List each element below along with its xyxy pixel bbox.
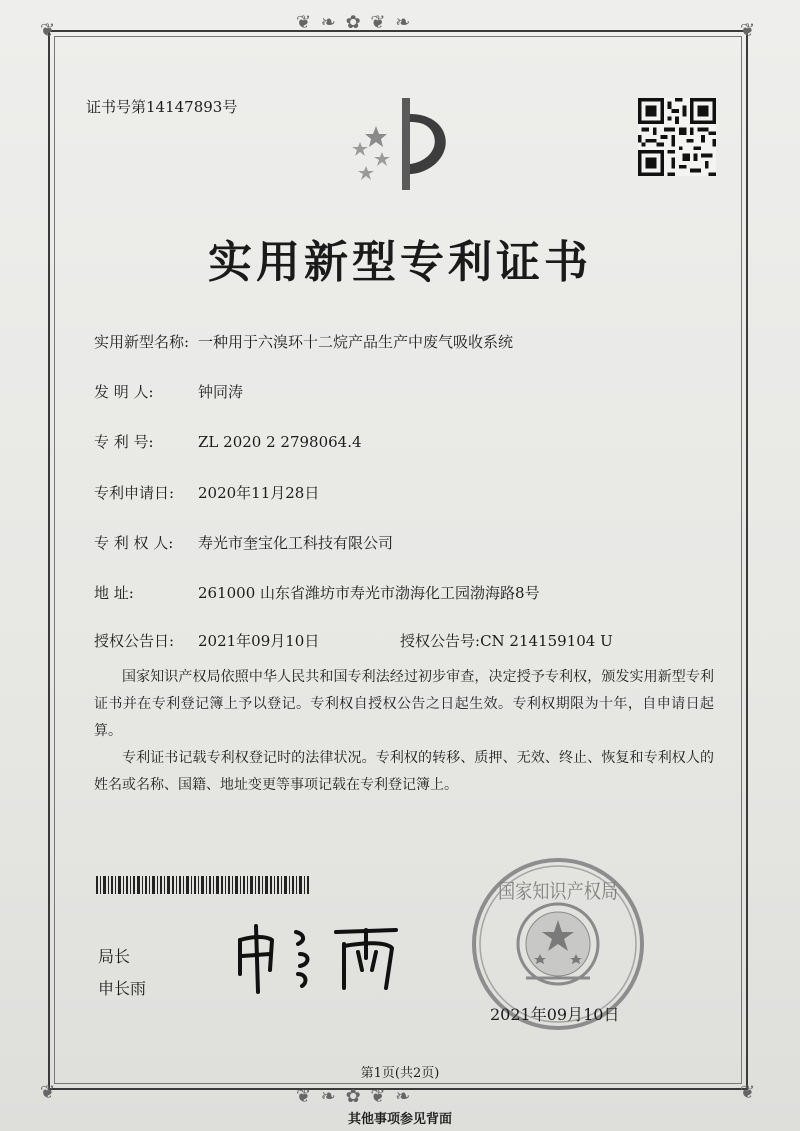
inventor-label: 发 明 人:	[94, 383, 154, 401]
grant-number-label: 授权公告号:	[400, 632, 481, 650]
corner-ornament-br: ❦	[740, 1082, 758, 1103]
seal-date: 2021年09月10日	[490, 1005, 620, 1024]
address-label: 地 址:	[94, 584, 134, 602]
patent-number-label: 专 利 号:	[94, 433, 154, 451]
seal-text: 国家知识产权局	[498, 879, 618, 903]
corner-ornament-bl: ❦	[40, 1082, 58, 1103]
paragraph-1: 国家知识产权局依照中华人民共和国专利法经过初步审查，决定授予专利权，颁发实用新型专利证书并在专利登记簿上予以登记。专利权自授权公告之日起生效。专利权期限为十年，自申请日起算。	[94, 669, 714, 739]
address-row	[94, 582, 540, 603]
qr-code-icon	[638, 98, 716, 176]
corner-ornament-tr: ❦	[740, 20, 758, 41]
back-note: 其他事项参见背面	[347, 1112, 452, 1127]
patent-number-row	[94, 431, 362, 452]
inventor-row	[94, 381, 243, 402]
utility-model-name-value: 一种用于六溴环十二烷产品生产中废气吸收系统	[198, 333, 514, 351]
patentee-value: 寿光市奎宝化工科技有限公司	[198, 534, 394, 552]
director-title: 局长	[98, 947, 131, 966]
top-ornament: ❦ ❧ ✿ ❦ ❧	[296, 12, 413, 33]
corner-ornament-tl: ❦	[40, 20, 58, 41]
inventor-value: 钟同涛	[198, 383, 244, 401]
filing-date-row	[94, 482, 319, 503]
grant-number-value: CN 214159104 U	[480, 632, 613, 650]
filing-date-value: 2020年11月28日	[198, 484, 320, 502]
patent-number-value: ZL 2020 2 2798064.4	[198, 433, 362, 451]
patentee-row	[94, 532, 393, 553]
grant-number-row	[400, 630, 613, 651]
bottom-ornament: ❦ ❧ ✿ ❦ ❧	[296, 1086, 413, 1107]
certificate-number: 证书号第14147893号	[86, 98, 238, 116]
paragraph-2: 专利证书记载专利权登记时的法律状况。专利权的转移、质押、无效、终止、恢复和专利权人的姓名或名称、国籍、地址变更等事项记载在专利登记簿上。	[94, 750, 714, 793]
grant-date-value: 2021年09月10日	[198, 632, 320, 650]
cnipa-emblem-icon	[330, 92, 470, 202]
filing-date-label: 专利申请日:	[94, 484, 175, 502]
director-name: 申长雨	[98, 979, 147, 998]
grant-date-label: 授权公告日:	[94, 632, 175, 650]
grant-date-row	[94, 630, 319, 651]
utility-model-name-row	[94, 331, 513, 352]
patentee-label: 专 利 权 人:	[94, 534, 174, 552]
utility-model-name-label: 实用新型名称:	[94, 333, 190, 351]
address-value: 261000 山东省潍坊市寿光市渤海化工园渤海路8号	[198, 584, 540, 602]
barcode-icon	[96, 876, 310, 894]
director-signature	[226, 918, 406, 998]
certificate-title: 实用新型专利证书	[208, 237, 592, 288]
page-indicator: 第1页(共2页)	[360, 1066, 440, 1081]
